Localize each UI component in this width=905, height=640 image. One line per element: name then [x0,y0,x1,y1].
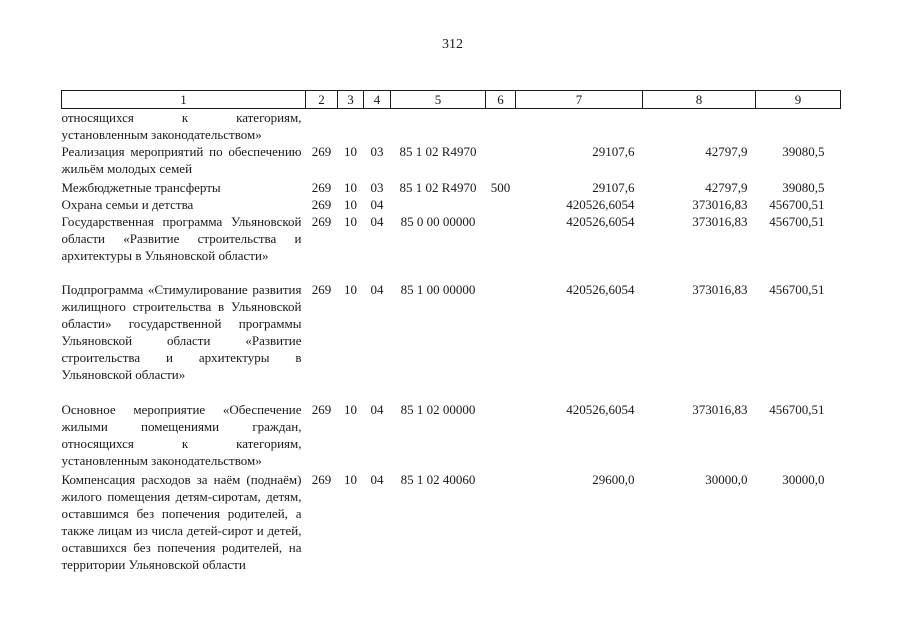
row-target-code: 85 1 02 40060 [400,472,476,487]
row-value-2: 373016,83 [692,402,748,417]
header-row [62,91,841,109]
row-expense-type [486,213,516,281]
header-cell-2: 2 [306,91,338,109]
row-admin-code [306,109,338,144]
row-section: 10 [344,144,357,159]
row-target-code: 85 0 00 00000 [400,214,476,229]
row-value-1: 420526,6054 [566,282,635,297]
row-value-3: 456700,51 [769,402,825,417]
row-value-1: 29107,6 [592,180,635,195]
row-expense-type [486,109,516,144]
row-target-code [391,109,486,144]
row-expense-type [486,401,516,471]
row-name: Охрана семьи и детства [61,197,194,212]
table-row [62,471,841,573]
row-name: Межбюджетные трансферты [61,180,221,195]
row-value-2 [643,109,756,144]
row-value-1: 29107,6 [592,144,635,159]
row-value-1: 29600,0 [592,472,635,487]
table-row [62,143,841,179]
row-target-code: 85 1 02 R4970 [399,180,477,195]
row-section [338,109,364,144]
header-cell-6: 6 [486,91,516,109]
row-value-1: 420526,6054 [566,402,635,417]
row-name: Подпрограмма «Стимулирование развития жилищного строительства в Ульяновской области» государственной программы Ульяновской области «Развитие строительства и архитектуры в Ульяновской области» [61,282,302,382]
row-value-3: 456700,51 [769,197,825,212]
row-value-3 [756,109,841,144]
row-target-code [391,196,486,213]
row-value-2: 373016,83 [692,282,748,297]
row-value-2: 30000,0 [705,472,748,487]
header-cell-7: 7 [516,91,643,109]
table-row [62,179,841,196]
row-value-2: 42797,9 [705,144,748,159]
row-subsection [364,109,391,144]
row-value-1: 420526,6054 [566,197,635,212]
row-section: 10 [344,180,357,195]
header-cell-1: 1 [62,91,306,109]
row-expense-type: 500 [490,180,511,195]
row-section: 10 [344,197,357,212]
row-name: Компенсация расходов за наём (поднаём) жилого помещения детям-сиротам, детям, оставшимся без попечения родителей, а также лицам из числа детей-сирот и детей, оставшихся без попечения родителей, на территории Ульяновской области [61,472,302,572]
row-admin-code: 269 [311,214,332,229]
row-subsection: 04 [370,214,384,229]
row-subsection: 04 [370,472,384,487]
table-header [62,91,841,109]
row-value-2: 373016,83 [692,197,748,212]
row-value-3: 30000,0 [782,472,825,487]
row-value-3: 39080,5 [782,180,825,195]
header-cell-9: 9 [756,91,841,109]
row-section: 10 [344,472,357,487]
header-cell-5: 5 [391,91,486,109]
row-admin-code: 269 [311,402,332,417]
table-row [62,196,841,213]
row-section: 10 [344,214,357,229]
row-section: 10 [344,402,357,417]
table-row [62,109,841,144]
header-cell-8: 8 [643,91,756,109]
header-cell-3: 3 [338,91,364,109]
row-target-code: 85 1 02 R4970 [399,144,477,159]
row-expense-type [486,281,516,401]
row-subsection: 04 [370,402,384,417]
row-name: относящихся к категориям, установленным законодательством» [61,110,302,142]
table-body [62,109,841,574]
row-admin-code: 269 [311,197,332,212]
table-row [62,213,841,281]
row-admin-code: 269 [311,180,332,195]
budget-table [61,90,841,573]
table-row [62,401,841,471]
row-value-2: 42797,9 [705,180,748,195]
header-cell-4: 4 [364,91,391,109]
row-subsection: 03 [370,144,384,159]
row-expense-type [486,471,516,573]
row-subsection: 03 [370,180,384,195]
page-number: 312 [442,37,463,52]
row-section: 10 [344,282,357,297]
row-subsection: 04 [370,282,384,297]
row-admin-code: 269 [311,472,332,487]
row-target-code: 85 1 00 00000 [400,282,476,297]
table-row [62,281,841,401]
row-target-code: 85 1 02 00000 [400,402,476,417]
row-value-1: 420526,6054 [566,214,635,229]
row-name: Основное мероприятие «Обеспечение жилыми помещениями граждан, относящихся к категориям, установленным законодательством» [61,402,302,468]
row-value-1 [516,109,643,144]
row-value-3: 39080,5 [782,144,825,159]
row-name: Государственная программа Ульяновской области «Развитие строительства и архитектуры в Ульяновской области» [61,214,302,263]
row-value-2: 373016,83 [692,214,748,229]
row-expense-type [486,196,516,213]
row-expense-type [486,143,516,179]
row-value-3: 456700,51 [769,214,825,229]
row-name: Реализация мероприятий по обеспечению жильём молодых семей [61,144,302,176]
row-subsection: 04 [370,197,384,212]
row-admin-code: 269 [311,144,332,159]
row-admin-code: 269 [311,282,332,297]
row-value-3: 456700,51 [769,282,825,297]
